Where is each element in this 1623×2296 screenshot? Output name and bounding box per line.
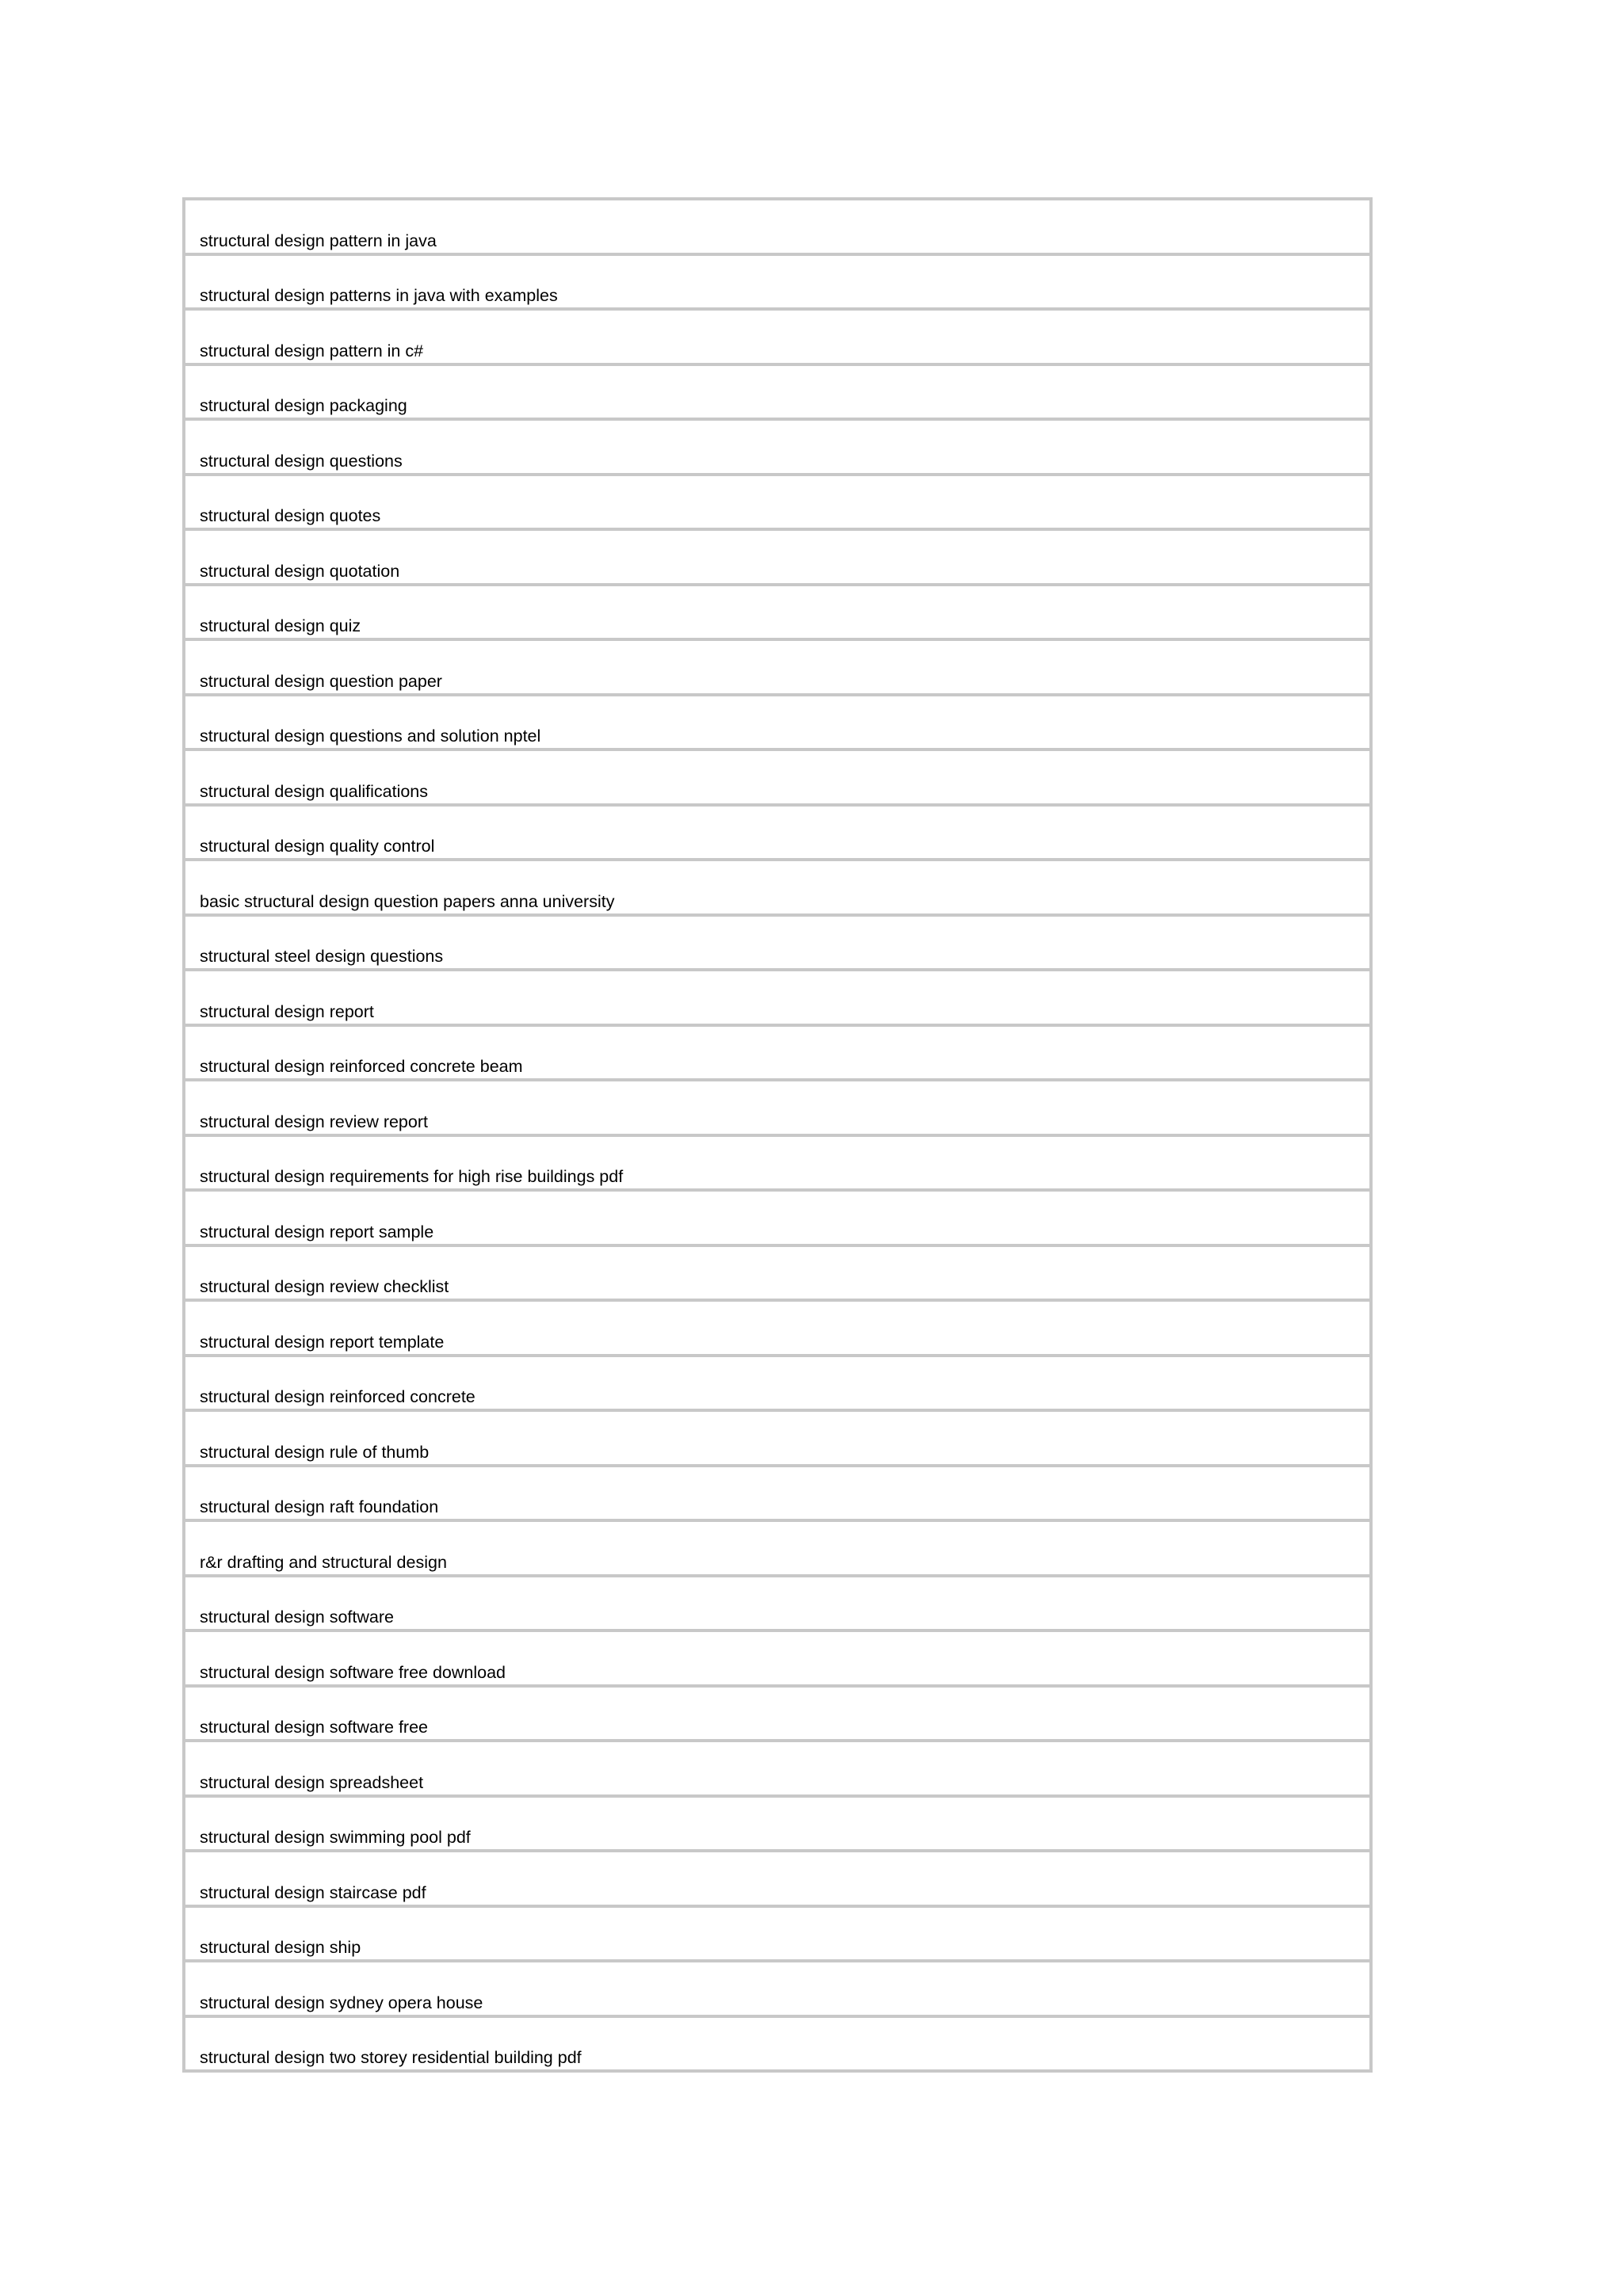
table-row: [184, 529, 1371, 585]
keyword-cell: [184, 1520, 1371, 1576]
keyword-text: structural design report template: [200, 1332, 445, 1352]
keyword-cell: [184, 199, 1371, 254]
keyword-cell: [184, 1686, 1371, 1741]
table-row: [184, 2016, 1371, 2072]
table-row: [184, 475, 1371, 530]
keyword-cell: [184, 860, 1371, 915]
keyword-cell: [184, 1576, 1371, 1631]
keyword-cell: [184, 1796, 1371, 1852]
keyword-cell: [184, 585, 1371, 640]
table-row: [184, 364, 1371, 420]
table-row: [184, 1576, 1371, 1631]
keyword-text: structural design quotation: [200, 561, 400, 581]
keyword-cell: [184, 1851, 1371, 1906]
keyword-text: structural design swimming pool pdf: [200, 1828, 471, 1847]
keyword-cell: [184, 1190, 1371, 1245]
table-row: [184, 1630, 1371, 1686]
table-row: [184, 1961, 1371, 2016]
keyword-cell: [184, 639, 1371, 695]
keyword-cell: [184, 254, 1371, 310]
keyword-text: structural steel design questions: [200, 947, 444, 966]
table-row: [184, 1851, 1371, 1906]
table-row: [184, 1190, 1371, 1245]
table-row: [184, 805, 1371, 860]
keyword-text: structural design review checklist: [200, 1277, 449, 1296]
keyword-cell: [184, 695, 1371, 750]
table-row: [184, 1466, 1371, 1521]
keyword-text: structural design reinforced concrete beam: [200, 1057, 523, 1076]
keyword-cell: [184, 2016, 1371, 2072]
keyword-cell: [184, 475, 1371, 530]
table-row: [184, 419, 1371, 475]
keyword-text: structural design questions: [200, 451, 403, 471]
keyword-cell: [184, 364, 1371, 420]
keyword-text: structural design software free: [200, 1718, 428, 1737]
keyword-text: structural design report: [200, 1001, 374, 1021]
keyword-text: structural design staircase pdf: [200, 1882, 426, 1902]
keyword-cell: [184, 1961, 1371, 2016]
keyword-text: structural design quality control: [200, 837, 435, 856]
table-row: [184, 309, 1371, 364]
keyword-cell: [184, 1410, 1371, 1466]
keyword-text: structural design ship: [200, 1938, 361, 1957]
table-row: [184, 254, 1371, 310]
keyword-text: structural design report sample: [200, 1222, 434, 1241]
keyword-text: structural design quiz: [200, 616, 361, 635]
keyword-text: structural design software: [200, 1608, 394, 1627]
keyword-text: structural design raft foundation: [200, 1497, 439, 1516]
keyword-cell: [184, 529, 1371, 585]
table-row: [184, 1686, 1371, 1741]
keyword-text: structural design two storey residential building pdf: [200, 2048, 582, 2067]
keyword-text: structural design spreadsheet: [200, 1772, 424, 1792]
table-row: [184, 695, 1371, 750]
keyword-text: structural design patterns in java with examples: [200, 286, 558, 305]
keyword-text: structural design packaging: [200, 396, 407, 415]
keyword-text: structural design rule of thumb: [200, 1442, 430, 1462]
table-row: [184, 1906, 1371, 1962]
keyword-text: structural design reinforced concrete: [200, 1387, 475, 1406]
keyword-cell: [184, 1906, 1371, 1962]
keyword-cell: [184, 1300, 1371, 1356]
keyword-cell: [184, 1356, 1371, 1411]
keyword-text: structural design requirements for high rise buildings pdf: [200, 1167, 624, 1186]
keyword-cell: [184, 1025, 1371, 1081]
table-row: [184, 1356, 1371, 1411]
keyword-text: structural design pattern in c#: [200, 341, 424, 360]
keyword-cell: [184, 749, 1371, 805]
keyword-text: structural design question paper: [200, 671, 442, 691]
keyword-text: structural design software free download: [200, 1662, 506, 1682]
table-row: [184, 585, 1371, 640]
table-row: [184, 1245, 1371, 1301]
keyword-cell: [184, 1466, 1371, 1521]
keyword-cell: [184, 805, 1371, 860]
keyword-cell: [184, 419, 1371, 475]
keyword-text: basic structural design question papers anna university: [200, 891, 615, 911]
table-row: [184, 1410, 1371, 1466]
table-row: [184, 1796, 1371, 1852]
keyword-cell: [184, 1741, 1371, 1796]
keyword-text: structural design review report: [200, 1112, 428, 1131]
table-row: [184, 199, 1371, 254]
keyword-text: structural design pattern in java: [200, 231, 437, 250]
keyword-text: structural design sydney opera house: [200, 1993, 483, 2012]
keyword-cell: [184, 970, 1371, 1025]
keyword-text: r&r drafting and structural design: [200, 1552, 447, 1572]
table-row: [184, 1300, 1371, 1356]
table-row: [184, 1025, 1371, 1081]
keyword-cell: [184, 1245, 1371, 1301]
table-row: [184, 1135, 1371, 1191]
table-row: [184, 1741, 1371, 1796]
table-row: [184, 1520, 1371, 1576]
table-row: [184, 860, 1371, 915]
keyword-table: [182, 197, 1373, 2073]
table-row: [184, 970, 1371, 1025]
keyword-cell: [184, 1135, 1371, 1191]
keyword-text: structural design qualifications: [200, 781, 429, 801]
keyword-text: structural design quotes: [200, 506, 381, 525]
keyword-cell: [184, 1080, 1371, 1135]
keyword-text: structural design questions and solution nptel: [200, 727, 541, 746]
keyword-cell: [184, 309, 1371, 364]
table-row: [184, 1080, 1371, 1135]
table-row: [184, 915, 1371, 971]
table-row: [184, 639, 1371, 695]
keyword-cell: [184, 915, 1371, 971]
table-row: [184, 749, 1371, 805]
keyword-cell: [184, 1630, 1371, 1686]
